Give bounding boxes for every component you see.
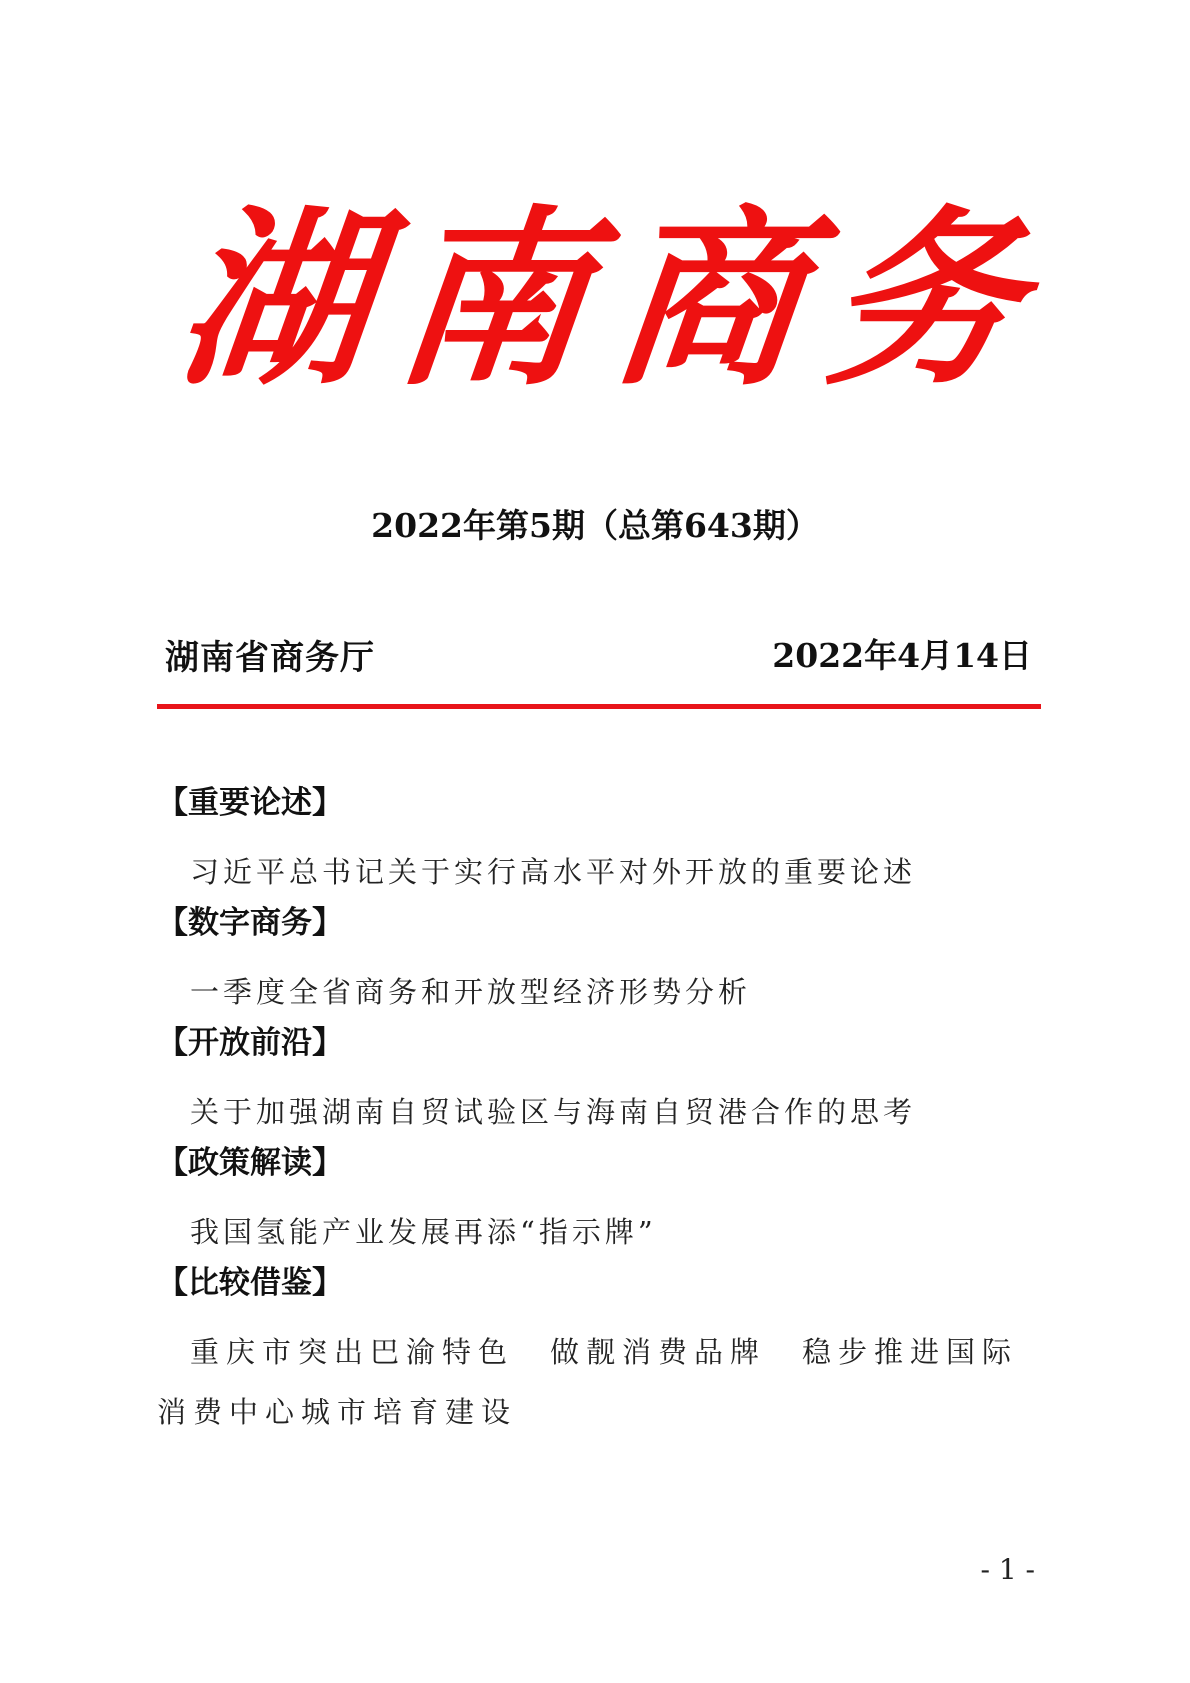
toc-section-digital-commerce — [157, 902, 1041, 1022]
toc-section-opening-frontier — [157, 1022, 1041, 1142]
toc-category: 【比较借鉴】 — [157, 1265, 343, 1301]
red-divider-rule — [157, 704, 1041, 709]
toc-section-important-statements — [157, 782, 1041, 902]
issuer-name: 湖南省商务厅 — [165, 638, 375, 678]
toc-section-policy-interpretation — [157, 1142, 1041, 1262]
table-of-contents — [157, 782, 1041, 1442]
issue-date: 2022年4月14日 — [772, 636, 1032, 675]
toc-article-link[interactable]: 关于加强湖南自贸试验区与海南自贸港合作的思考 — [190, 1095, 917, 1129]
toc-article-link[interactable]: 我国氢能产业发展再添“指示牌” — [190, 1215, 657, 1249]
masthead-title — [168, 188, 1032, 411]
masthead-char-3: 商 — [601, 188, 816, 411]
toc-article-link[interactable]: 重庆市突出巴渝特色 做靓消费品牌 稳步推进国际消费中心城市培育建设 — [157, 1335, 1019, 1429]
toc-category: 【重要论述】 — [157, 785, 343, 821]
issue-number: 2022年第5期（总第643期） — [371, 506, 819, 545]
page-number: - 1 - — [980, 1553, 1035, 1586]
toc-article-link[interactable]: 习近平总书记关于实行高水平对外开放的重要论述 — [190, 855, 917, 889]
toc-section-comparative-reference — [157, 1262, 1041, 1442]
toc-category: 【开放前沿】 — [157, 1025, 343, 1061]
masthead-char-2: 南 — [384, 188, 599, 411]
toc-category: 【数字商务】 — [157, 905, 343, 941]
masthead-char-4: 务 — [818, 188, 1032, 411]
toc-article-link[interactable]: 一季度全省商务和开放型经济形势分析 — [190, 975, 752, 1009]
toc-category: 【政策解读】 — [157, 1145, 343, 1181]
masthead-char-1: 湖 — [168, 188, 382, 411]
